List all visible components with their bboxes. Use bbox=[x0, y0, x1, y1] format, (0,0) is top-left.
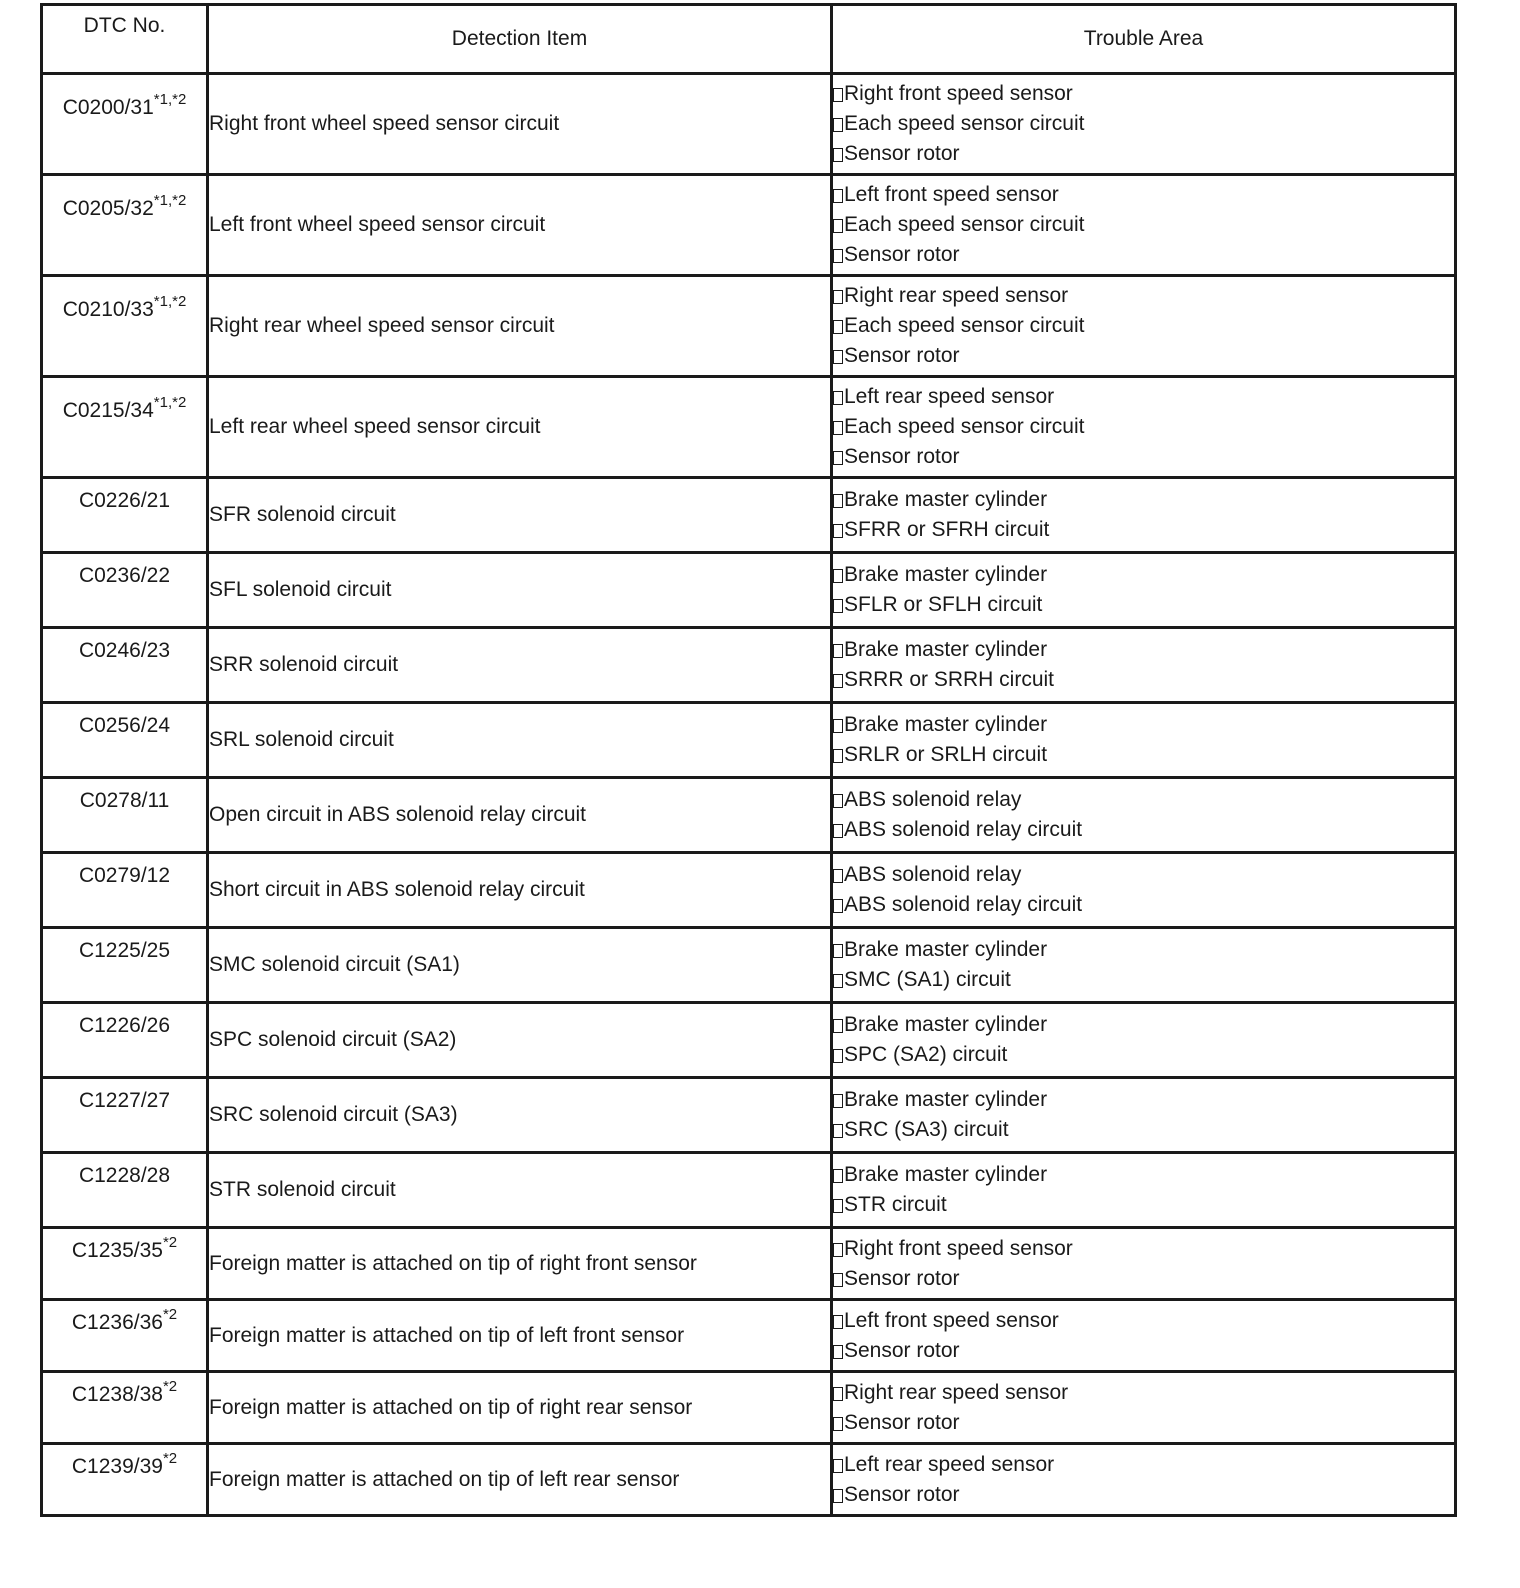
trouble-area-item bbox=[833, 590, 1454, 620]
header-detection-item: Detection Item bbox=[208, 5, 832, 74]
trouble-area-item bbox=[833, 180, 1454, 210]
trouble-area-text: Each speed sensor circuit bbox=[844, 213, 1085, 236]
trouble-area-text: SRRR or SRRH circuit bbox=[844, 668, 1055, 691]
bullet-box-icon bbox=[833, 644, 843, 658]
trouble-area-cell bbox=[832, 276, 1456, 377]
dtc-code bbox=[79, 1011, 170, 1041]
table-row bbox=[42, 778, 1456, 853]
dtc-code-cell bbox=[42, 703, 208, 778]
detection-item: Short circuit in ABS solenoid relay circuit bbox=[208, 853, 832, 928]
trouble-area-item bbox=[833, 965, 1454, 995]
dtc-footnote-marker: *2 bbox=[162, 1234, 178, 1251]
trouble-area-item bbox=[833, 1336, 1454, 1366]
bullet-box-icon bbox=[833, 421, 843, 435]
detection-item: STR solenoid circuit bbox=[208, 1153, 832, 1228]
trouble-area-cell bbox=[832, 553, 1456, 628]
dtc-code bbox=[79, 861, 170, 891]
trouble-area-text: Right rear speed sensor bbox=[844, 284, 1069, 307]
detection-item: Right rear wheel speed sensor circuit bbox=[208, 276, 832, 377]
trouble-area-text: SFRR or SFRH circuit bbox=[844, 518, 1050, 541]
dtc-code-text: C1228/28 bbox=[78, 1164, 171, 1187]
trouble-area-text: Sensor rotor bbox=[844, 1482, 960, 1506]
table-row bbox=[42, 853, 1456, 928]
trouble-area-cell bbox=[832, 853, 1456, 928]
trouble-area-text: Sensor rotor bbox=[844, 1266, 960, 1290]
trouble-area-text: ABS solenoid relay bbox=[844, 863, 1022, 886]
bullet-box-icon bbox=[833, 1124, 843, 1138]
detection-item: SPC solenoid circuit (SA2) bbox=[208, 1003, 832, 1078]
table-row bbox=[42, 377, 1456, 478]
dtc-code bbox=[72, 1452, 177, 1482]
trouble-area-item bbox=[833, 1115, 1454, 1145]
table-body bbox=[42, 74, 1456, 1516]
bullet-box-icon bbox=[833, 674, 843, 688]
bullet-box-icon bbox=[833, 1489, 843, 1503]
trouble-area-cell bbox=[832, 1444, 1456, 1516]
trouble-area-item bbox=[833, 1450, 1454, 1480]
trouble-area-text: Left rear speed sensor bbox=[844, 385, 1055, 408]
trouble-area-text: Brake master cylinder bbox=[844, 1163, 1048, 1186]
trouble-area-cell bbox=[832, 74, 1456, 175]
trouble-area-item bbox=[833, 1306, 1454, 1336]
table-row bbox=[42, 928, 1456, 1003]
table-row bbox=[42, 1003, 1456, 1078]
bullet-box-icon bbox=[833, 451, 843, 465]
trouble-area-text: STR circuit bbox=[844, 1193, 947, 1216]
trouble-area-text: Sensor rotor bbox=[844, 344, 960, 367]
dtc-code-text: C0210/33 bbox=[62, 298, 154, 321]
bullet-box-icon bbox=[833, 749, 843, 763]
trouble-area-item bbox=[833, 710, 1454, 740]
dtc-code bbox=[79, 636, 170, 666]
trouble-area-text: Brake master cylinder bbox=[844, 638, 1048, 661]
trouble-area-text: Brake master cylinder bbox=[844, 713, 1048, 736]
bullet-box-icon bbox=[833, 88, 843, 102]
bullet-box-icon bbox=[833, 290, 843, 304]
dtc-code-cell bbox=[42, 1300, 208, 1372]
dtc-code-cell bbox=[42, 778, 208, 853]
dtc-code-text: C0205/32 bbox=[62, 197, 154, 220]
dtc-code-cell bbox=[42, 1003, 208, 1078]
trouble-area-text: Brake master cylinder bbox=[844, 1088, 1048, 1111]
dtc-code bbox=[80, 786, 170, 816]
dtc-code bbox=[63, 295, 187, 325]
dtc-code-cell bbox=[42, 74, 208, 175]
trouble-area-cell bbox=[832, 928, 1456, 1003]
trouble-area-item bbox=[833, 860, 1454, 890]
dtc-footnote-marker: *1,*2 bbox=[153, 91, 187, 108]
bullet-box-icon bbox=[833, 794, 843, 808]
dtc-code bbox=[79, 1161, 170, 1191]
trouble-area-text: SMC (SA1) circuit bbox=[844, 968, 1011, 991]
dtc-code-cell bbox=[42, 1153, 208, 1228]
trouble-area-cell bbox=[832, 175, 1456, 276]
trouble-area-item bbox=[833, 935, 1454, 965]
detection-item: Open circuit in ABS solenoid relay circuit bbox=[208, 778, 832, 853]
bullet-box-icon bbox=[833, 1049, 843, 1063]
bullet-box-icon bbox=[833, 599, 843, 613]
trouble-area-item bbox=[833, 1264, 1454, 1294]
dtc-code-text: C0226/21 bbox=[78, 489, 171, 512]
bullet-box-icon bbox=[833, 1315, 843, 1329]
dtc-code bbox=[72, 1236, 177, 1266]
trouble-area-text: Brake master cylinder bbox=[844, 563, 1048, 586]
table-row bbox=[42, 1153, 1456, 1228]
bullet-box-icon bbox=[833, 189, 843, 203]
bullet-box-icon bbox=[833, 1199, 843, 1213]
dtc-code-text: C0236/22 bbox=[78, 564, 171, 587]
detection-item: Foreign matter is attached on tip of left rear sensor bbox=[208, 1444, 832, 1516]
dtc-footnote-marker: *1,*2 bbox=[153, 192, 187, 209]
trouble-area-cell bbox=[832, 1078, 1456, 1153]
trouble-area-item bbox=[833, 240, 1454, 270]
dtc-code-text: C1235/35 bbox=[71, 1239, 163, 1262]
trouble-area-item bbox=[833, 1040, 1454, 1070]
trouble-area-text: SPC (SA2) circuit bbox=[844, 1043, 1008, 1066]
bullet-box-icon bbox=[833, 391, 843, 405]
dtc-code bbox=[63, 93, 187, 123]
table-row bbox=[42, 703, 1456, 778]
trouble-area-item bbox=[833, 139, 1454, 169]
dtc-footnote-marker: *2 bbox=[162, 1378, 178, 1395]
dtc-code bbox=[63, 194, 187, 224]
dtc-code-cell bbox=[42, 1372, 208, 1444]
dtc-code-text: C0278/11 bbox=[79, 789, 170, 812]
trouble-area-item bbox=[833, 785, 1454, 815]
dtc-code-text: C0246/23 bbox=[78, 639, 171, 662]
bullet-box-icon bbox=[833, 249, 843, 263]
trouble-area-text: Sensor rotor bbox=[844, 445, 960, 468]
table-row bbox=[42, 478, 1456, 553]
dtc-footnote-marker: *1,*2 bbox=[153, 293, 187, 310]
trouble-area-text: Sensor rotor bbox=[844, 1410, 960, 1434]
detection-item: Foreign matter is attached on tip of left front sensor bbox=[208, 1300, 832, 1372]
dtc-code bbox=[79, 561, 170, 591]
trouble-area-text: SRLR or SRLH circuit bbox=[844, 743, 1048, 766]
bullet-box-icon bbox=[833, 494, 843, 508]
detection-item: SFL solenoid circuit bbox=[208, 553, 832, 628]
dtc-footnote-marker: *1,*2 bbox=[153, 394, 187, 411]
bullet-box-icon bbox=[833, 1345, 843, 1359]
dtc-code-text: C0200/31 bbox=[62, 96, 154, 119]
trouble-area-text: Left front speed sensor bbox=[844, 183, 1059, 206]
trouble-area-item bbox=[833, 515, 1454, 545]
dtc-code-cell bbox=[42, 276, 208, 377]
trouble-area-cell bbox=[832, 377, 1456, 478]
bullet-box-icon bbox=[833, 974, 843, 988]
table-row bbox=[42, 1078, 1456, 1153]
detection-item: Left front wheel speed sensor circuit bbox=[208, 175, 832, 276]
dtc-code-text: C0256/24 bbox=[78, 714, 171, 737]
dtc-table bbox=[40, 3, 1457, 1517]
trouble-area-item bbox=[833, 635, 1454, 665]
trouble-area-item bbox=[833, 1160, 1454, 1190]
trouble-area-text: Brake master cylinder bbox=[844, 1013, 1048, 1036]
bullet-box-icon bbox=[833, 1459, 843, 1473]
dtc-code-cell bbox=[42, 377, 208, 478]
trouble-area-text: Left rear speed sensor bbox=[844, 1452, 1055, 1476]
bullet-box-icon bbox=[833, 824, 843, 838]
trouble-area-text: Sensor rotor bbox=[844, 1338, 960, 1362]
trouble-area-cell bbox=[832, 1228, 1456, 1300]
table-row bbox=[42, 1444, 1456, 1516]
dtc-code-cell bbox=[42, 1228, 208, 1300]
detection-item: Foreign matter is attached on tip of right rear sensor bbox=[208, 1372, 832, 1444]
trouble-area-text: SFLR or SFLH circuit bbox=[844, 593, 1043, 616]
table-row bbox=[42, 175, 1456, 276]
dtc-code bbox=[79, 1086, 170, 1116]
dtc-code bbox=[63, 396, 187, 426]
dtc-code bbox=[79, 486, 170, 516]
trouble-area-item bbox=[833, 740, 1454, 770]
trouble-area-item bbox=[833, 412, 1454, 442]
trouble-area-item bbox=[833, 341, 1454, 371]
bullet-box-icon bbox=[833, 320, 843, 334]
dtc-code-text: C1225/25 bbox=[78, 939, 171, 962]
trouble-area-text: Each speed sensor circuit bbox=[844, 112, 1085, 135]
trouble-area-cell bbox=[832, 1003, 1456, 1078]
trouble-area-item bbox=[833, 281, 1454, 311]
table-row bbox=[42, 74, 1456, 175]
detection-item: Right front wheel speed sensor circuit bbox=[208, 74, 832, 175]
trouble-area-item bbox=[833, 815, 1454, 845]
bullet-box-icon bbox=[833, 719, 843, 733]
trouble-area-cell bbox=[832, 1300, 1456, 1372]
bullet-box-icon bbox=[833, 1387, 843, 1401]
trouble-area-item bbox=[833, 1010, 1454, 1040]
trouble-area-item bbox=[833, 665, 1454, 695]
dtc-code-text: C1227/27 bbox=[78, 1089, 171, 1112]
trouble-area-text: ABS solenoid relay circuit bbox=[844, 893, 1083, 916]
table-row bbox=[42, 276, 1456, 377]
dtc-code-cell bbox=[42, 1078, 208, 1153]
dtc-code bbox=[79, 936, 170, 966]
dtc-code-cell bbox=[42, 175, 208, 276]
detection-item: SMC solenoid circuit (SA1) bbox=[208, 928, 832, 1003]
trouble-area-cell bbox=[832, 628, 1456, 703]
dtc-code-cell bbox=[42, 478, 208, 553]
trouble-area-item bbox=[833, 1480, 1454, 1510]
trouble-area-item bbox=[833, 79, 1454, 109]
detection-item: Foreign matter is attached on tip of right front sensor bbox=[208, 1228, 832, 1300]
bullet-box-icon bbox=[833, 899, 843, 913]
detection-item: Left rear wheel speed sensor circuit bbox=[208, 377, 832, 478]
trouble-area-cell bbox=[832, 703, 1456, 778]
header-dtc-no: DTC No. bbox=[42, 5, 208, 74]
detection-item: SRC solenoid circuit (SA3) bbox=[208, 1078, 832, 1153]
detection-item: SRL solenoid circuit bbox=[208, 703, 832, 778]
trouble-area-cell bbox=[832, 1153, 1456, 1228]
trouble-area-text: ABS solenoid relay bbox=[844, 788, 1022, 811]
dtc-code-cell bbox=[42, 628, 208, 703]
trouble-area-text: Right front speed sensor bbox=[844, 1236, 1073, 1260]
dtc-code-cell bbox=[42, 1444, 208, 1516]
trouble-area-item bbox=[833, 1378, 1454, 1408]
dtc-code bbox=[72, 1308, 177, 1338]
header-trouble-area: Trouble Area bbox=[832, 5, 1456, 74]
bullet-box-icon bbox=[833, 118, 843, 132]
bullet-box-icon bbox=[833, 1094, 843, 1108]
dtc-code-text: C0279/12 bbox=[78, 864, 171, 887]
dtc-footnote-marker: *2 bbox=[162, 1306, 178, 1323]
trouble-area-item bbox=[833, 442, 1454, 472]
bullet-box-icon bbox=[833, 524, 843, 538]
trouble-area-item bbox=[833, 485, 1454, 515]
trouble-area-item bbox=[833, 311, 1454, 341]
trouble-area-item bbox=[833, 382, 1454, 412]
bullet-box-icon bbox=[833, 944, 843, 958]
trouble-area-item bbox=[833, 1408, 1454, 1438]
trouble-area-item bbox=[833, 210, 1454, 240]
trouble-area-cell bbox=[832, 1372, 1456, 1444]
dtc-code-text: C1238/38 bbox=[71, 1383, 163, 1406]
trouble-area-text: ABS solenoid relay circuit bbox=[844, 818, 1083, 841]
trouble-area-text: Brake master cylinder bbox=[844, 488, 1048, 511]
detection-item: SFR solenoid circuit bbox=[208, 478, 832, 553]
trouble-area-text: Sensor rotor bbox=[844, 142, 960, 165]
dtc-code-cell bbox=[42, 928, 208, 1003]
trouble-area-text: Each speed sensor circuit bbox=[844, 314, 1085, 337]
bullet-box-icon bbox=[833, 869, 843, 883]
dtc-code-text: C1226/26 bbox=[78, 1014, 171, 1037]
dtc-code-cell bbox=[42, 853, 208, 928]
dtc-code-text: C0215/34 bbox=[62, 399, 154, 422]
table-header-row bbox=[42, 5, 1456, 74]
trouble-area-item bbox=[833, 1190, 1454, 1220]
dtc-code bbox=[72, 1380, 177, 1410]
trouble-area-text: Right rear speed sensor bbox=[844, 1380, 1069, 1404]
trouble-area-text: SRC (SA3) circuit bbox=[844, 1118, 1009, 1141]
trouble-area-text: Each speed sensor circuit bbox=[844, 415, 1085, 438]
bullet-box-icon bbox=[833, 1417, 843, 1431]
table-row bbox=[42, 1372, 1456, 1444]
dtc-code-cell bbox=[42, 553, 208, 628]
bullet-box-icon bbox=[833, 148, 843, 162]
bullet-box-icon bbox=[833, 350, 843, 364]
detection-item: SRR solenoid circuit bbox=[208, 628, 832, 703]
dtc-code-text: C1239/39 bbox=[71, 1455, 163, 1478]
dtc-footnote-marker: *2 bbox=[162, 1450, 178, 1467]
bullet-box-icon bbox=[833, 1019, 843, 1033]
trouble-area-cell bbox=[832, 478, 1456, 553]
trouble-area-item bbox=[833, 560, 1454, 590]
dtc-code-text: C1236/36 bbox=[71, 1311, 163, 1334]
table-row bbox=[42, 1228, 1456, 1300]
bullet-box-icon bbox=[833, 1169, 843, 1183]
trouble-area-text: Sensor rotor bbox=[844, 243, 960, 266]
table-row bbox=[42, 553, 1456, 628]
bullet-box-icon bbox=[833, 569, 843, 583]
trouble-area-text: Brake master cylinder bbox=[844, 938, 1048, 961]
trouble-area-item bbox=[833, 890, 1454, 920]
trouble-area-cell bbox=[832, 778, 1456, 853]
bullet-box-icon bbox=[833, 219, 843, 233]
table-row bbox=[42, 628, 1456, 703]
trouble-area-item bbox=[833, 109, 1454, 139]
trouble-area-item bbox=[833, 1085, 1454, 1115]
trouble-area-text: Right front speed sensor bbox=[844, 82, 1073, 105]
trouble-area-text: Left front speed sensor bbox=[844, 1308, 1059, 1332]
table-row bbox=[42, 1300, 1456, 1372]
trouble-area-item bbox=[833, 1234, 1454, 1264]
bullet-box-icon bbox=[833, 1243, 843, 1257]
dtc-code bbox=[79, 711, 170, 741]
bullet-box-icon bbox=[833, 1273, 843, 1287]
